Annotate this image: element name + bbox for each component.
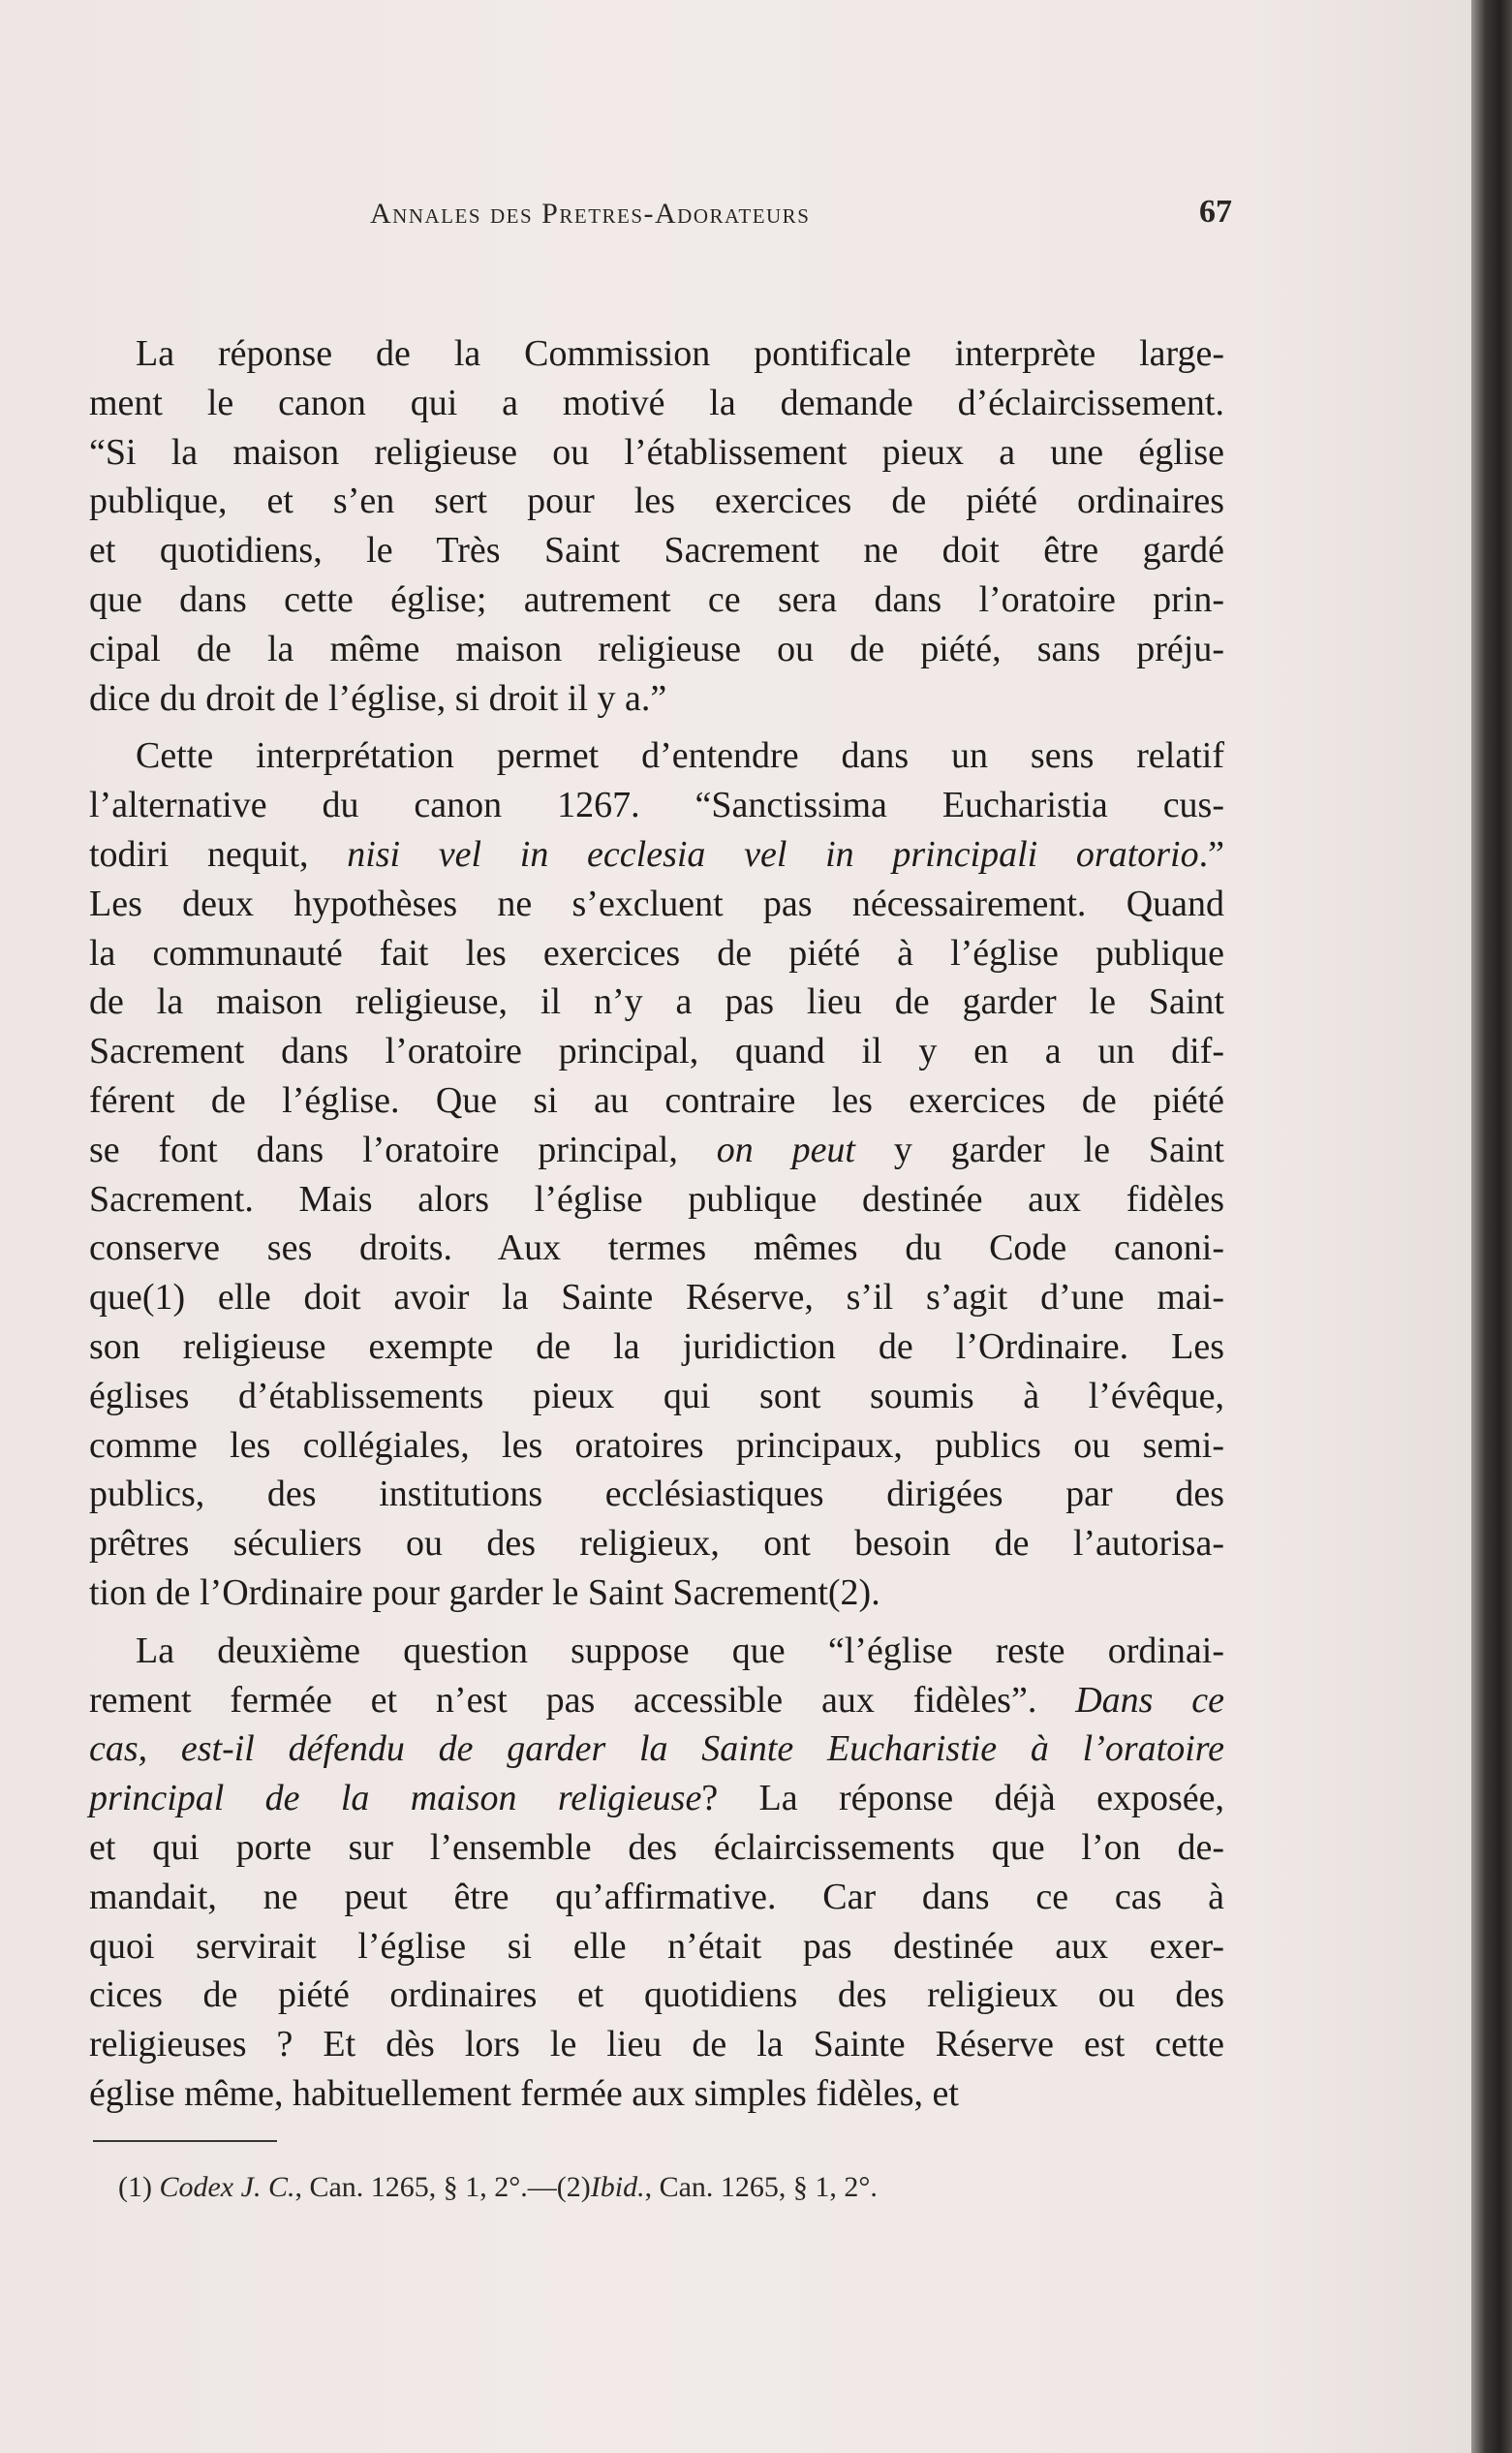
text-run: conserve ses droits. Aux termes mêmes du Code canoni- — [89, 1227, 1224, 1269]
paragraph — [89, 731, 1224, 1617]
paragraph-gap — [89, 1618, 1224, 1627]
text-line — [89, 477, 1224, 526]
text-line — [89, 1823, 1224, 1873]
text-run: Cette interprétation permet d’entendre dans un sens relatif — [136, 735, 1224, 777]
text-run: y garder le Saint — [855, 1129, 1224, 1170]
text-run: ? La réponse déjà exposée, — [701, 1778, 1224, 1819]
footnote-2-source: Ibid. — [590, 2171, 645, 2203]
text-line — [89, 978, 1224, 1027]
text-run: prêtres séculiers ou des religieux, ont besoin de l’autorisa- — [89, 1523, 1224, 1565]
footnote-2 — [557, 2171, 878, 2203]
footnote-1-source: Codex J. C. — [159, 2171, 295, 2203]
italic-text: on peut — [716, 1129, 855, 1170]
text-line — [89, 1126, 1224, 1175]
text-line — [89, 674, 1224, 724]
text-run: de la maison religieuse, il n’y a pas lieu de garder le Saint — [89, 981, 1224, 1023]
text-line — [89, 1873, 1224, 1922]
italic-text: Dans ce — [1075, 1679, 1224, 1721]
book-binding-edge — [1471, 0, 1512, 2453]
text-line — [89, 1224, 1224, 1273]
text-line — [89, 1421, 1224, 1471]
text-run: quoi servirait l’église si elle n’était pas destinée aux exer- — [89, 1925, 1224, 1967]
text-line — [89, 1922, 1224, 1972]
text-run: se font dans l’oratoire principal, — [89, 1129, 717, 1170]
text-run: “Si la maison religieuse ou l’établissement pieux a une église — [89, 431, 1224, 473]
text-line — [89, 1971, 1224, 2020]
text-run: son religieuse exempte de la juridiction de l’Ordinaire. Les — [89, 1325, 1224, 1367]
text-line — [89, 1076, 1224, 1126]
text-line — [89, 929, 1224, 978]
text-run: férent de l’église. Que si au contraire les exercices de piété — [89, 1079, 1224, 1121]
italic-text: nisi vel in ecclesia vel in principali oratorio — [347, 833, 1199, 875]
text-run: église même, habituellement fermée aux simples fidèles, et — [89, 2072, 959, 2114]
text-line — [89, 1273, 1224, 1322]
text-line — [89, 1175, 1224, 1225]
paragraph-gap — [89, 723, 1224, 731]
italic-text: principal de la maison religieuse — [89, 1778, 702, 1819]
text-run: la communauté fait les exercices de piété à l’église publique — [89, 932, 1224, 974]
text-line — [89, 880, 1224, 929]
text-run: églises d’établissements pieux qui sont soumis à l’évêque, — [89, 1375, 1224, 1416]
text-run: Les deux hypothèses ne s’excluent pas nécessairement. Quand — [89, 883, 1224, 924]
text-run: l’alternative du canon 1267. “Sanctissima Eucharistia cus- — [89, 785, 1224, 826]
footnote-2-ref: , Can. 1265, § 1, 2°. — [644, 2171, 878, 2203]
text-run: religieuses ? Et dès lors le lieu de la Sainte Réserve est cette — [89, 2024, 1224, 2065]
text-line — [89, 625, 1224, 674]
text-run: Sacrement dans l’oratoire principal, quand il y en a un dif- — [89, 1031, 1224, 1072]
text-run: ment le canon qui a motivé la demande d’éclaircissement. — [89, 382, 1224, 423]
text-run: que(1) elle doit avoir la Sainte Réserve, s’il s’agit d’une mai- — [89, 1277, 1224, 1319]
text-line — [89, 2020, 1224, 2069]
running-title: Annales des Pretres-Adorateurs — [370, 198, 811, 230]
text-run: comme les collégiales, les oratoires principaux, publics ou semi- — [89, 1424, 1224, 1466]
text-line — [89, 1519, 1224, 1568]
text-run: dice du droit de l’église, si droit il y a.” — [89, 677, 667, 719]
text-line — [89, 379, 1224, 428]
text-line — [89, 575, 1224, 625]
text-line — [89, 329, 1224, 379]
text-line — [89, 1322, 1224, 1372]
paragraph — [89, 329, 1224, 723]
text-run: cipal de la même maison religieuse ou de piété, sans préju- — [89, 628, 1224, 669]
text-run: publics, des institutions ecclésiastiques dirigées par des — [89, 1474, 1224, 1515]
italic-text: cas, est-il défendu de garder la Sainte Eucharistie à l’oratoire — [89, 1728, 1224, 1770]
running-head — [370, 194, 1232, 242]
footnote-2-marker: (2) — [556, 2171, 591, 2203]
text-run: publique, et s’en sert pour les exercices de piété ordinaires — [89, 481, 1224, 522]
footnote-separator: — — [527, 2171, 557, 2203]
footnotes — [118, 2168, 1222, 2207]
text-line — [89, 781, 1224, 830]
text-run: et qui porte sur l’ensemble des éclaircissements que l’on de- — [89, 1826, 1224, 1868]
text-line — [89, 1724, 1224, 1774]
text-run: rement fermée et n’est pas accessible aux fidèles”. — [89, 1679, 1076, 1721]
text-run: .” — [1198, 833, 1224, 875]
footnote-1-marker: (1) — [118, 2171, 152, 2203]
text-run: todiri nequit, — [89, 833, 348, 875]
text-line — [89, 1627, 1224, 1676]
text-line — [89, 2069, 1224, 2119]
footnote-rule — [93, 2140, 277, 2142]
text-run: mandait, ne peut être qu’affirmative. Car dans ce cas à — [89, 1876, 1224, 1917]
text-run: que dans cette église; autrement ce sera dans l’oratoire prin- — [89, 578, 1224, 620]
text-line — [89, 731, 1224, 781]
footnote-1 — [118, 2171, 528, 2203]
paragraph — [89, 1627, 1224, 2119]
text-line — [89, 1568, 1224, 1618]
text-line — [89, 1027, 1224, 1076]
text-line — [89, 1470, 1224, 1519]
text-run: Sacrement. Mais alors l’église publique destinée aux fidèles — [89, 1178, 1224, 1220]
text-line — [89, 830, 1224, 880]
text-run: tion de l’Ordinaire pour garder le Saint Sacrement(2). — [89, 1571, 880, 1613]
text-line — [89, 1372, 1224, 1421]
text-run: La deuxième question suppose que “l’église reste ordinai- — [136, 1630, 1224, 1671]
footnote-1-ref: , Can. 1265, § 1, 2°. — [294, 2171, 528, 2203]
text-run: cices de piété ordinaires et quotidiens des religieux ou des — [89, 1974, 1224, 2016]
text-line — [89, 428, 1224, 478]
text-run: et quotidiens, le Très Saint Sacrement ne doit être gardé — [89, 530, 1224, 572]
text-run: La réponse de la Commission pontificale interprète large- — [136, 333, 1224, 374]
body-text — [89, 329, 1224, 2119]
text-line — [89, 1676, 1224, 1725]
page-number: 67 — [1199, 194, 1232, 230]
text-line — [89, 526, 1224, 575]
text-line — [89, 1774, 1224, 1823]
